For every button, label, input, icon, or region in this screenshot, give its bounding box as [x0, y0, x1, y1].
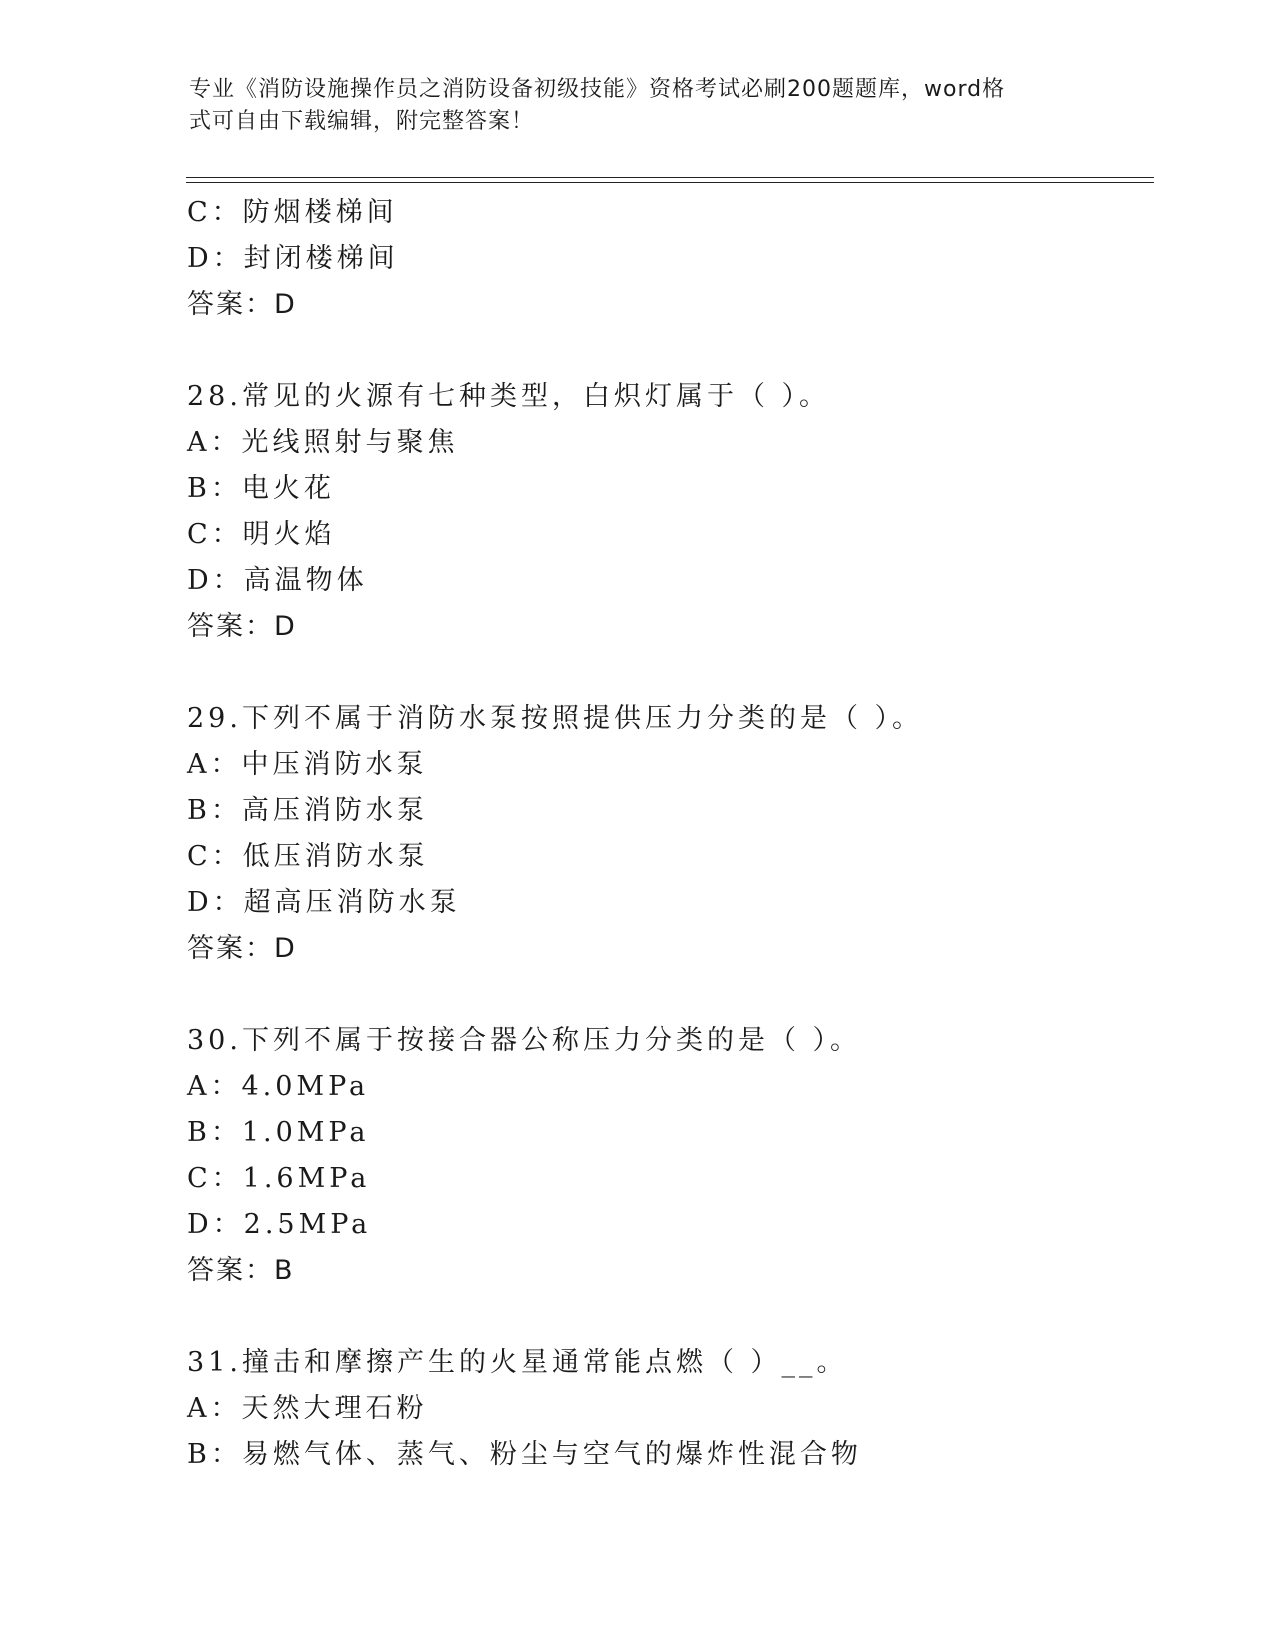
option-a: A：4.0MPa [187, 1071, 370, 1102]
answer-line: 答案：B [187, 1255, 295, 1286]
document-header [189, 74, 1069, 138]
option-d: D：封闭楼梯间 [187, 243, 399, 274]
option-a: A：光线照射与聚焦 [187, 427, 459, 458]
option-c: C：明火焰 [187, 519, 336, 550]
question-28 [187, 374, 1187, 650]
header-line-1: 专业《消防设施操作员之消防设备初级技能》资格考试必刷200题题库，word格 [189, 77, 1006, 102]
option-b: B：高压消防水泵 [187, 795, 428, 826]
question-29 [187, 696, 1187, 972]
option-c: C：低压消防水泵 [187, 841, 429, 872]
question-list [187, 190, 1187, 1478]
question-27-continued [187, 190, 1187, 328]
question-30 [187, 1018, 1187, 1294]
spacer [187, 650, 1187, 696]
spacer [187, 328, 1187, 374]
option-d: D：2.5MPa [187, 1209, 372, 1240]
option-c: C：防烟楼梯间 [187, 197, 398, 228]
question-text: 28.常见的火源有七种类型，白炽灯属于（ ）。 [187, 381, 831, 412]
answer-line: 答案：D [187, 933, 297, 964]
spacer [187, 1294, 1187, 1340]
option-b: B：电火花 [187, 473, 335, 504]
spacer [187, 972, 1187, 1018]
answer-line: 答案：D [187, 289, 297, 320]
option-c: C：1.6MPa [187, 1163, 371, 1194]
answer-line: 答案：D [187, 611, 297, 642]
header-divider-top [186, 177, 1154, 178]
option-a: A：中压消防水泵 [187, 749, 428, 780]
option-d: D：超高压消防水泵 [187, 887, 461, 918]
question-text: 30.下列不属于按接合器公称压力分类的是（ ）。 [187, 1025, 862, 1056]
question-31 [187, 1340, 1187, 1478]
question-text: 31.撞击和摩擦产生的火星通常能点燃（ ）__。 [187, 1347, 848, 1378]
header-divider-bottom [186, 182, 1154, 183]
option-b: B：1.0MPa [187, 1117, 370, 1148]
option-a: A：天然大理石粉 [187, 1393, 428, 1424]
option-b: B：易燃气体、蒸气、粉尘与空气的爆炸性混合物 [187, 1439, 862, 1470]
header-line-2: 式可自由下载编辑，附完整答案！ [189, 109, 535, 134]
option-d: D：高温物体 [187, 565, 368, 596]
question-text: 29.下列不属于消防水泵按照提供压力分类的是（ ）。 [187, 703, 924, 734]
